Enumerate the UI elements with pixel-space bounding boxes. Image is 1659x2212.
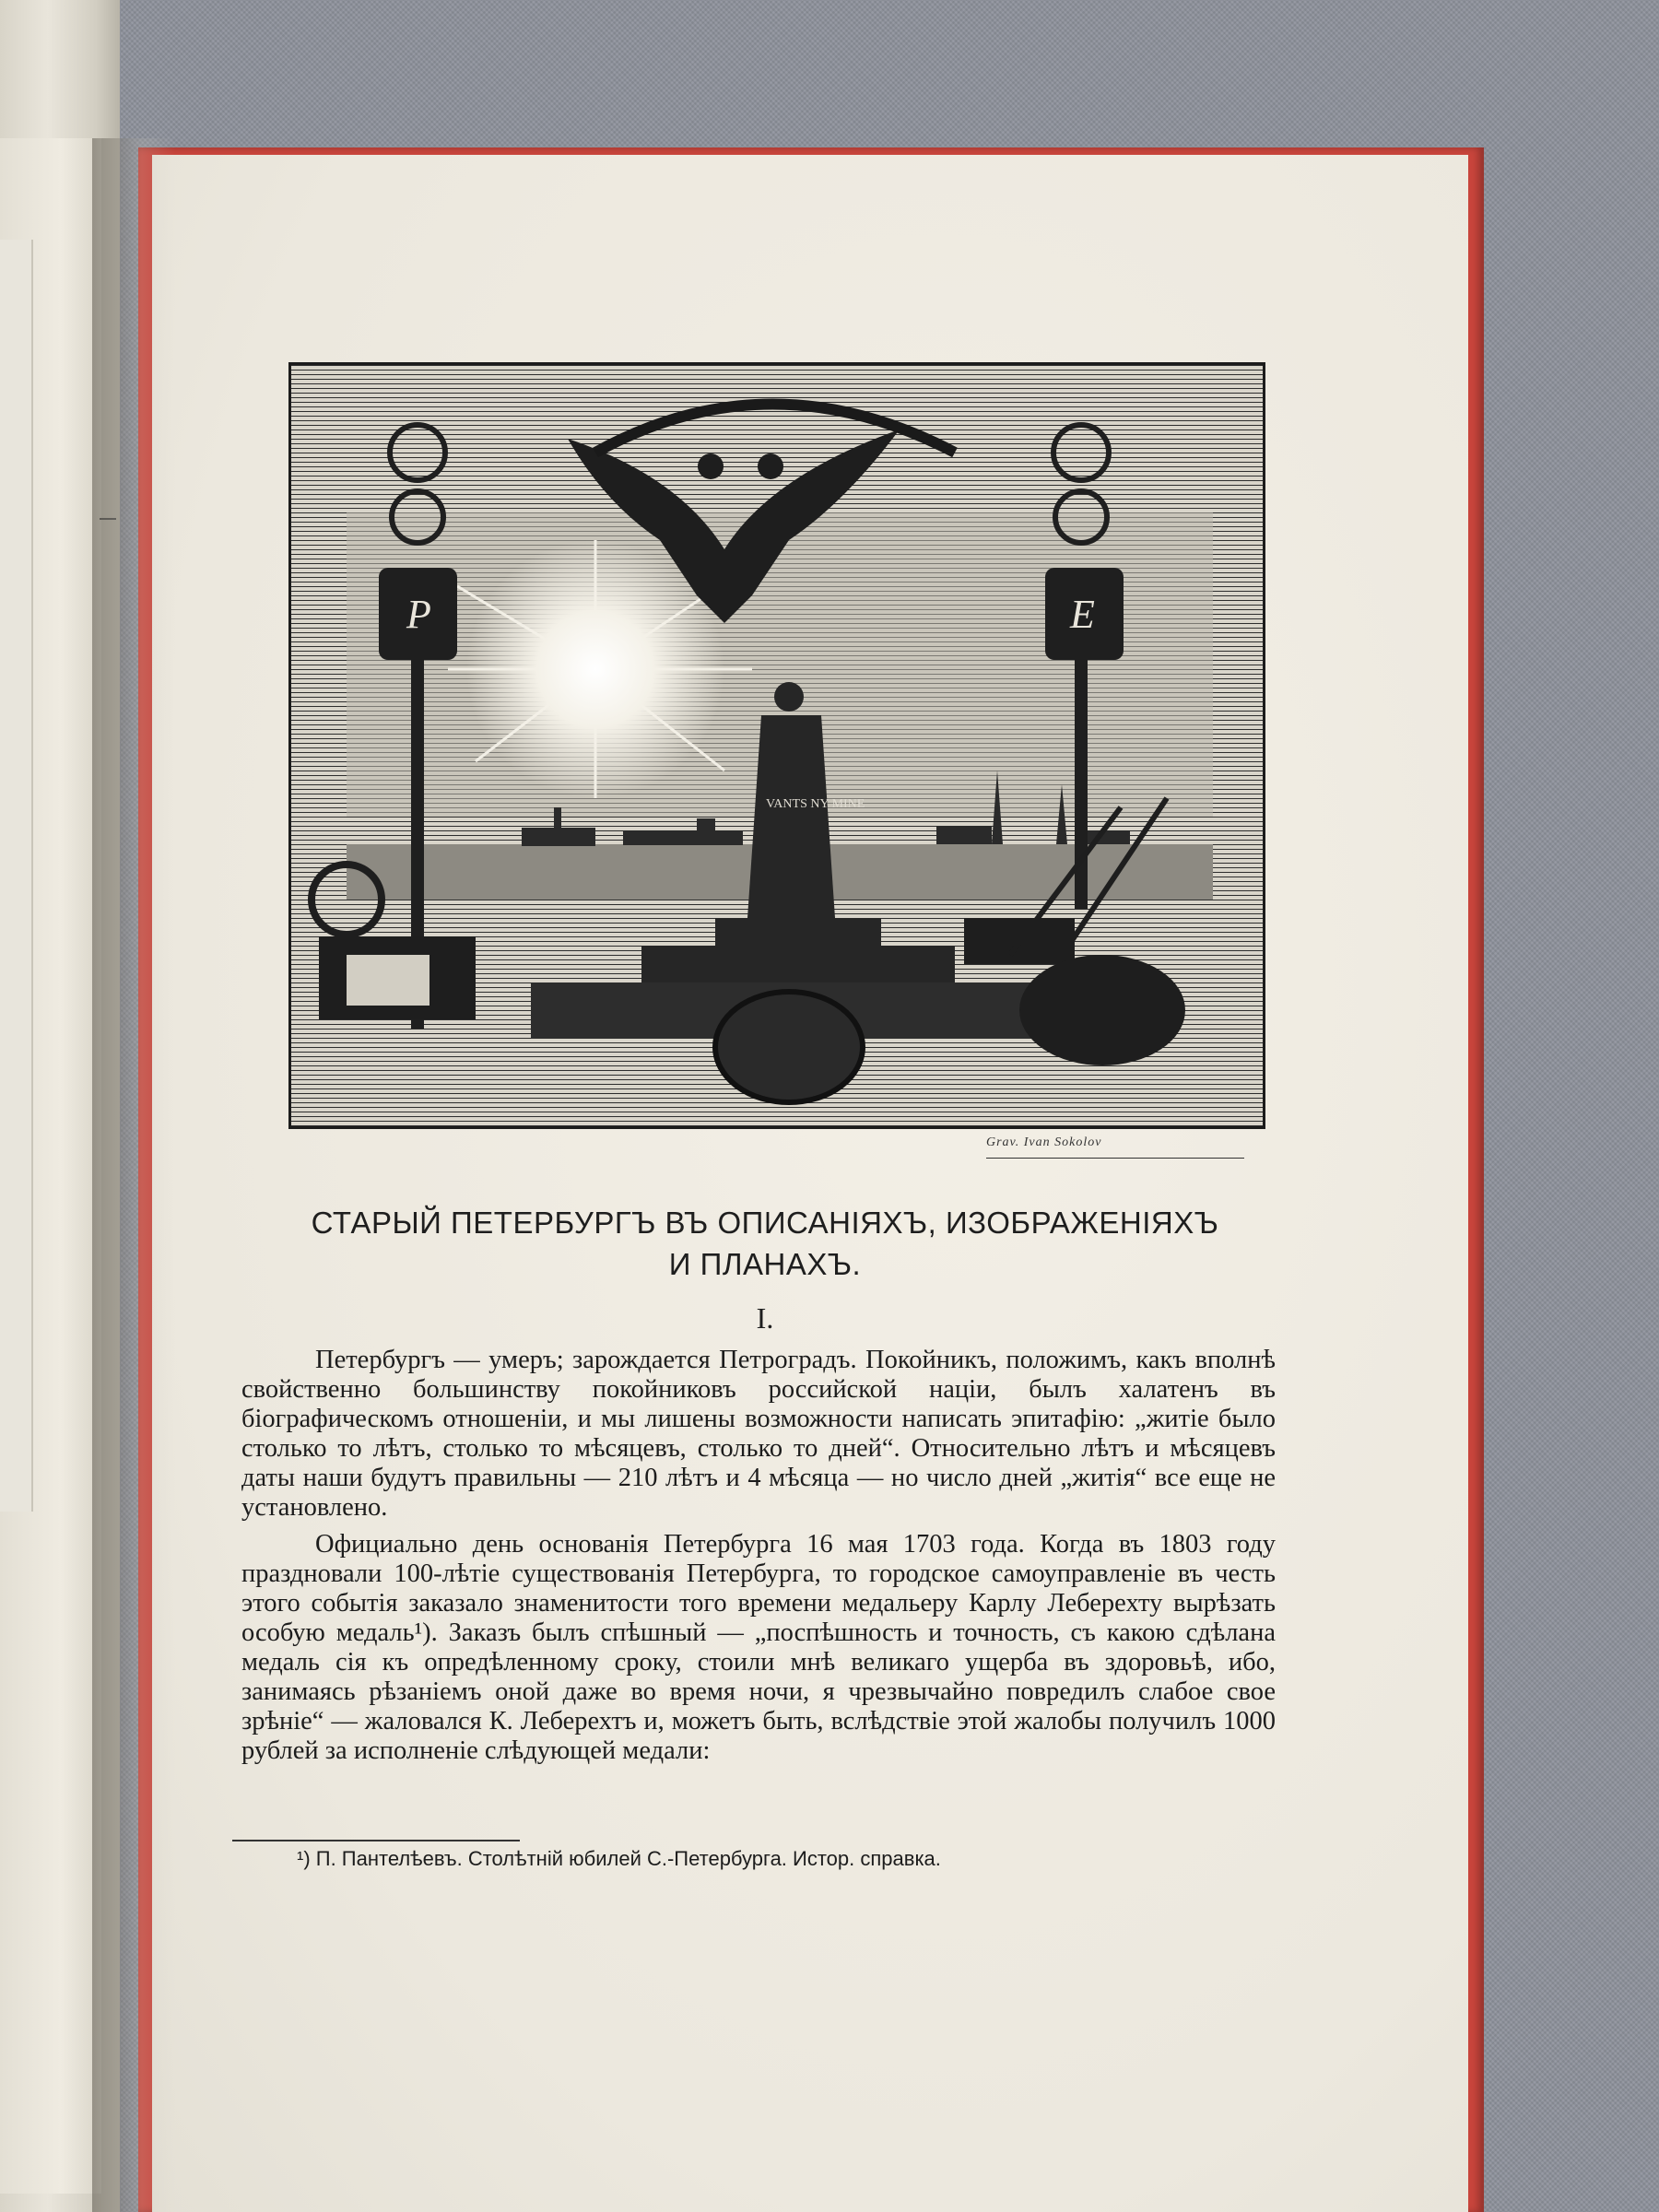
- engraving-drawing: [291, 365, 1263, 1126]
- engraving-illustration: [288, 362, 1265, 1129]
- monogram-right: E: [1070, 592, 1095, 637]
- engraver-signature: Grav. Ivan Sokolov: [986, 1135, 1244, 1159]
- page-gutter-shadow: [92, 138, 175, 2212]
- monogram-left: P: [406, 592, 431, 637]
- section-number: I.: [756, 1301, 774, 1335]
- footnote: ¹) П. Пантелѣевъ. Столѣтній юбилей С.-Петербурга. Истор. справка.: [297, 1847, 941, 1870]
- footnote-rule: [232, 1840, 520, 1841]
- cartouche-shield: [715, 992, 863, 1102]
- paragraph: Официально день основанія Петербурга 16 мая 1703 года. Когда въ 1803 году праздновали 100-лѣтіе существованія Петербурга, то городское самоуправленіе въ честь этого событія заказало знаменитости того времени медальеру Карлу Леберехту вырѣзать особую медаль¹). Заказъ былъ спѣшный — „поспѣшность и точность, съ какою сдѣлана медаль сія къ опредѣленному сроку, стоили мнѣ великаго ущерба въ здоровьѣ, ибо, занимаясь рѣзаніемъ оной даже во время ночи, я чрезвычайно повредилъ слабое свое зрѣніе“ — жаловался К. Леберехтъ и, можетъ быть, вслѣдствіе этой жалобы получилъ 1000 рублей за исполненіе слѣдующей медали:: [241, 1530, 1276, 1765]
- paragraph: Петербургъ — умеръ; зарождается Петроградъ. Покойникъ, положимъ, какъ вполнѣ свойственно большинству покойниковъ российской націи, былъ халатенъ въ біографическомъ отношеніи, и мы лишены возможности написать эпитафію: „житіе было столько то лѣтъ, столько то мѣсяцевъ, столько то дней“. Относительно лѣтъ и мѣсяцевъ даты наши будутъ правильны — 210 лѣтъ и 4 мѣсяца — но число дней „житія“ все еще не установлено.: [241, 1346, 1276, 1522]
- previous-page-plate: [0, 240, 33, 1512]
- arch-ornament: [595, 405, 955, 453]
- plinth-inscription: VANTS NY MINE: [766, 797, 865, 811]
- page-title-line-2: И ПЛАНАХЪ.: [668, 1247, 862, 1281]
- page-title-line-1: СТАРЫЙ ПЕТЕРБУРГЪ ВЪ ОПИСАНІЯХЪ, ИЗОБРАЖЕНІЯХЪ: [311, 1206, 1219, 1240]
- body-text: [241, 1346, 1276, 1766]
